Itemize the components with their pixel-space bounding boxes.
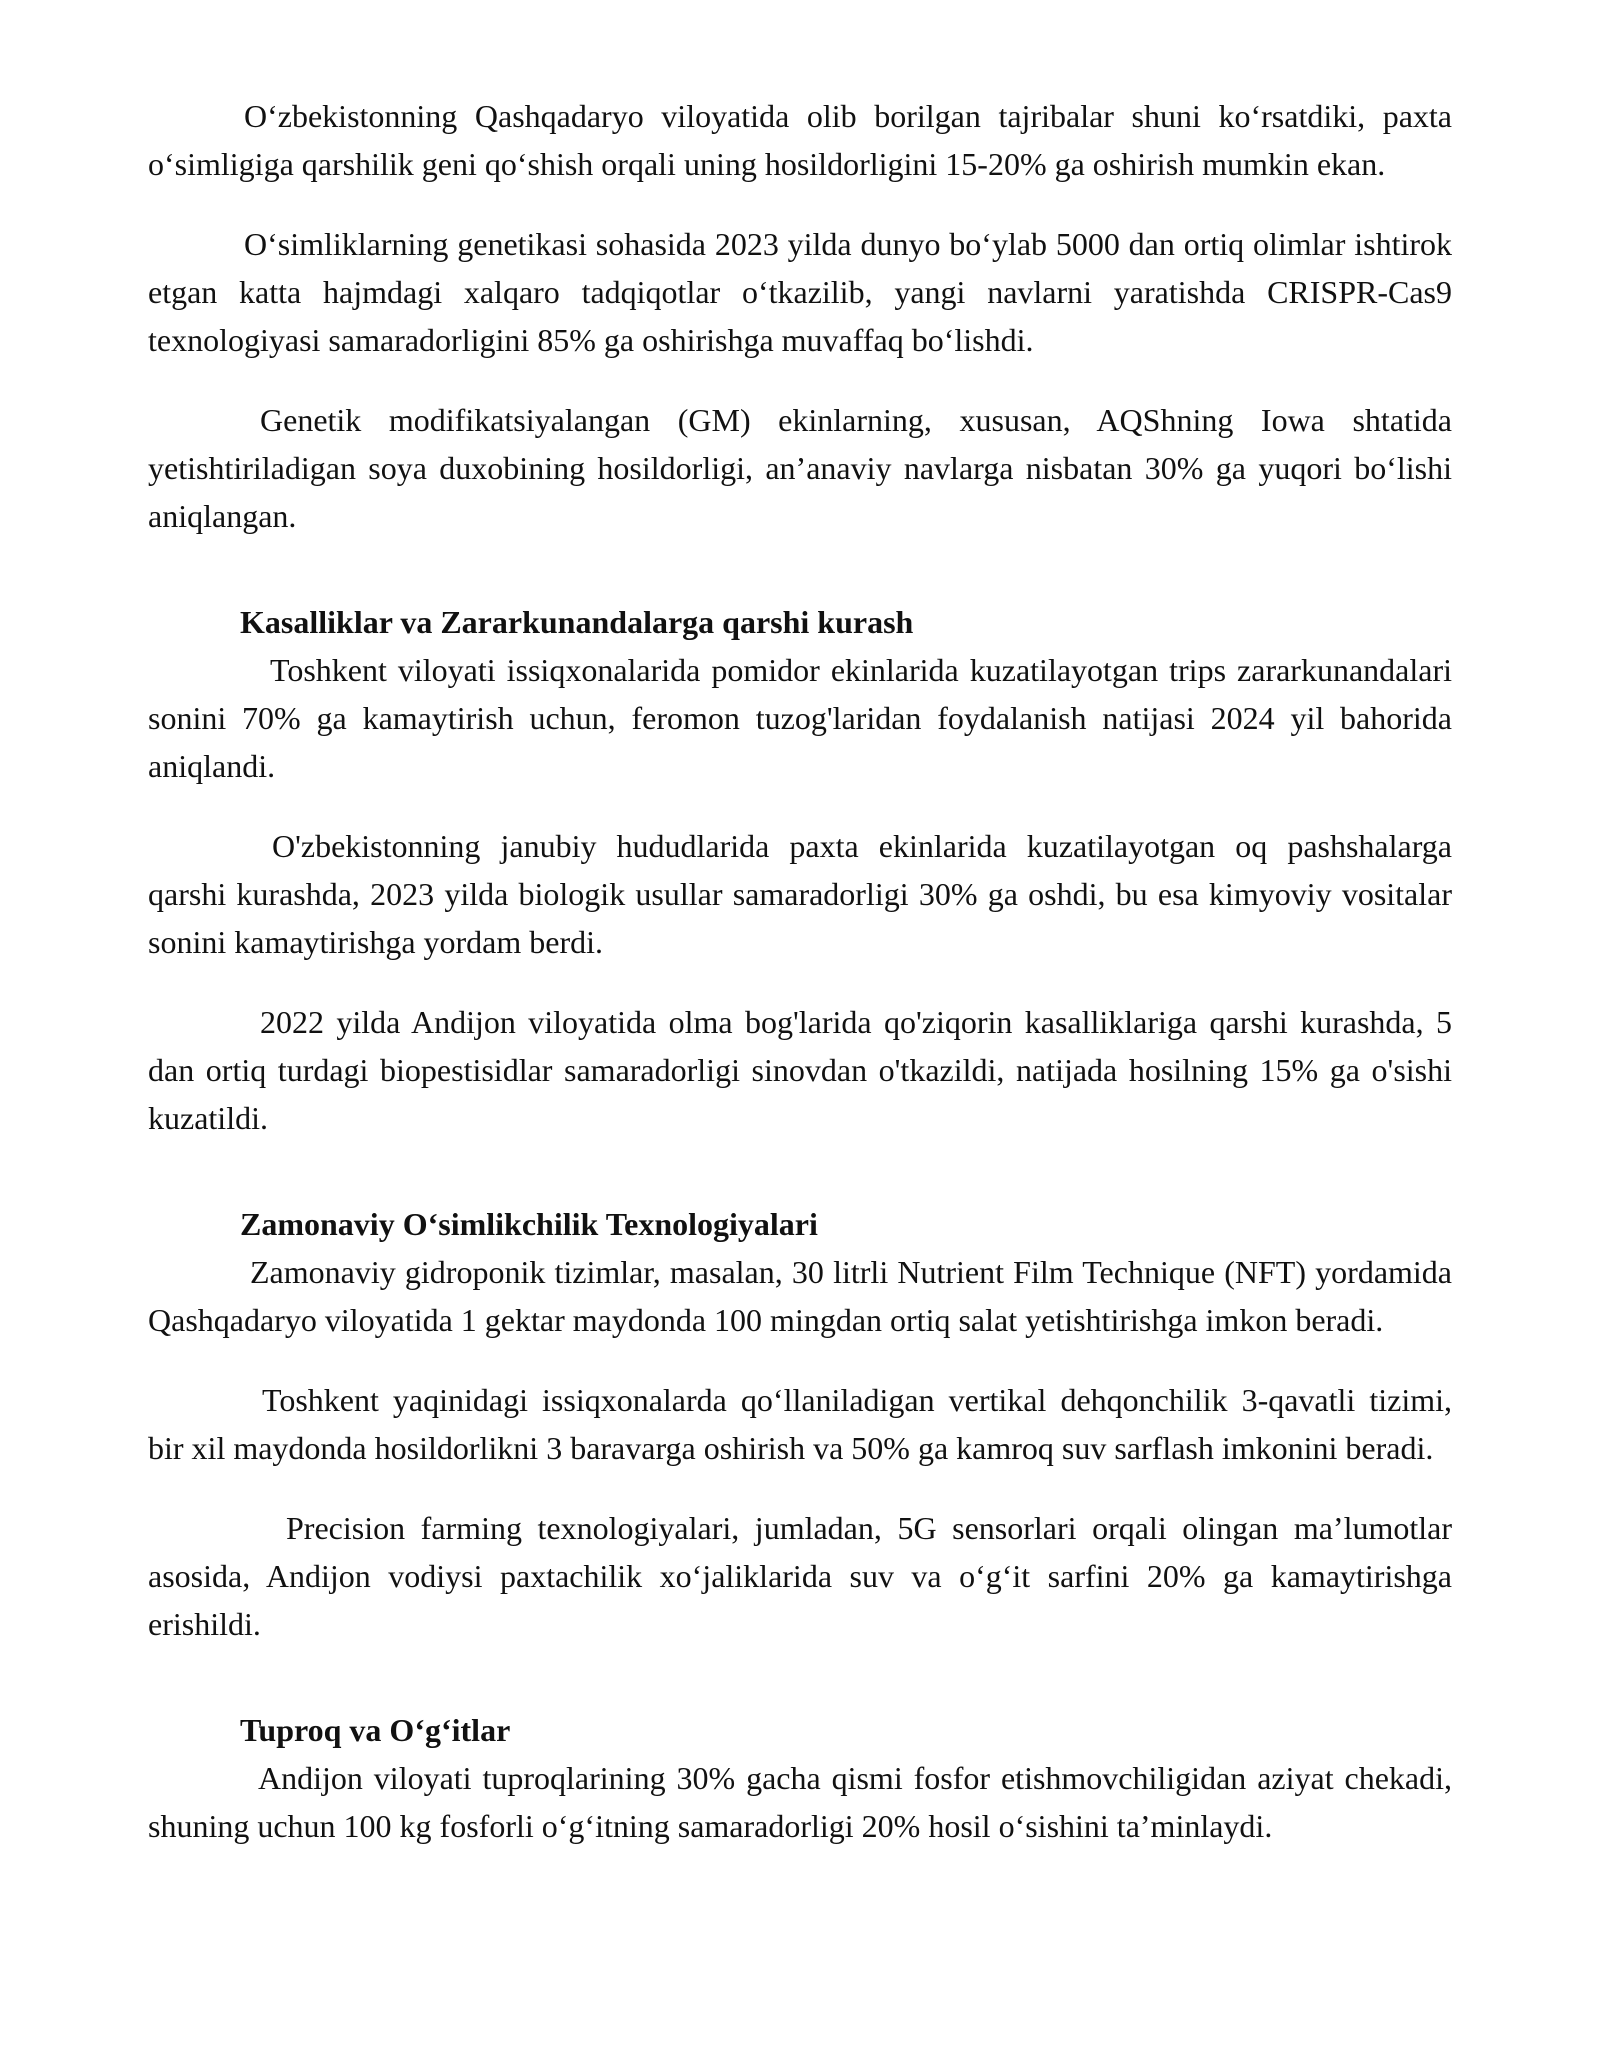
paragraph-qashqadaryo-cotton: O‘zbekistonning Qashqadaryo viloyatida olib borilgan tajribalar shuni ko‘rsatdiki, paxta o‘simligiga qarshilik geni qo‘shish orqali uning hosildorligini 15-20% ga oshirish mumkin ekan. xyxy=(148,98,1452,182)
section-heading-modern-technologies: Zamonaviy O‘simlikchilik Texnologiyalari xyxy=(240,1206,818,1242)
paragraph-precision-farming: Precision farming texnologiyalari, jumladan, 5G sensorlari orqali olingan ma’lumotlar asosida, Andijon vodiysi paxtachilik xo‘jaliklarida suv va o‘g‘it sarfini 20% ga kamaytirishga erishildi. xyxy=(148,1510,1452,1642)
paragraph-vertical-farming: Toshkent yaqinidagi issiqxonalarda qo‘llaniladigan vertikal dehqonchilik 3-qavatli tizimi, bir xil maydonda hosildorlikni 3 baravarga oshirish va 50% ga kamroq suv sarflash imkonini beradi. xyxy=(148,1382,1452,1466)
paragraph-phosphorus-deficiency: Andijon viloyati tuproqlarining 30% gacha qismi fosfor etishmovchiligidan aziyat chekadi, shuning uchun 100 kg fosforli o‘g‘itning samaradorligi 20% hosil o‘sishini ta’minlaydi. xyxy=(148,1760,1452,1844)
section-heading-pest-control: Kasalliklar va Zararkunandalarga qarshi kurash xyxy=(240,604,914,640)
paragraph-apple-biopesticides: 2022 yilda Andijon viloyatida olma bog'larida qo'ziqorin kasalliklariga qarshi kurashda, 5 dan ortiq turdagi biopestisidlar samaradorligi sinovdan o'tkazildi, natijada hosilning 15% ga o'sishi kuzatildi. xyxy=(148,1004,1452,1136)
section-heading-soil-fertilizers: Tuproq va O‘g‘itlar xyxy=(240,1712,511,1748)
paragraph-gm-crops: Genetik modifikatsiyalangan (GM) ekinlarning, xususan, AQShning Iowa shtatida yetishtiriladigan soya duxobining hosildorligi, an’anaviy navlarga nisbatan 30% ga yuqori bo‘lishi aniqlangan. xyxy=(148,402,1452,534)
paragraph-hydroponics-nft: Zamonaviy gidroponik tizimlar, masalan, 30 litrli Nutrient Film Technique (NFT) yordamida Qashqadaryo viloyatida 1 gektar maydonda 100 mingdan ortiq salat yetishtirishga imkon beradi. xyxy=(148,1254,1452,1338)
paragraph-genetics-crispr: O‘simliklarning genetikasi sohasida 2023 yilda dunyo bo‘ylab 5000 dan ortiq olimlar ishtirok etgan katta hajmdagi xalqaro tadqiqotlar o‘tkazilib, yangi navlarni yaratishda CRISPR-Cas9 texnologiyasi samaradorligini 85% ga oshirishga muvaffaq bo‘lishdi. xyxy=(148,226,1452,358)
paragraph-trips-pheromone: Toshkent viloyati issiqxonalarida pomidor ekinlarida kuzatilayotgan trips zararkunandalari sonini 70% ga kamaytirish uchun, feromon tuzog'laridan foydalanish natijasi 2024 yil bahorida aniqlandi. xyxy=(148,652,1452,784)
paragraph-whitefly-biological: O'zbekistonning janubiy hududlarida paxta ekinlarida kuzatilayotgan oq pashshalarga qarshi kurashda, 2023 yilda biologik usullar samaradorligi 30% ga oshdi, bu esa kimyoviy vositalar sonini kamaytirishga yordam berdi. xyxy=(148,828,1452,960)
